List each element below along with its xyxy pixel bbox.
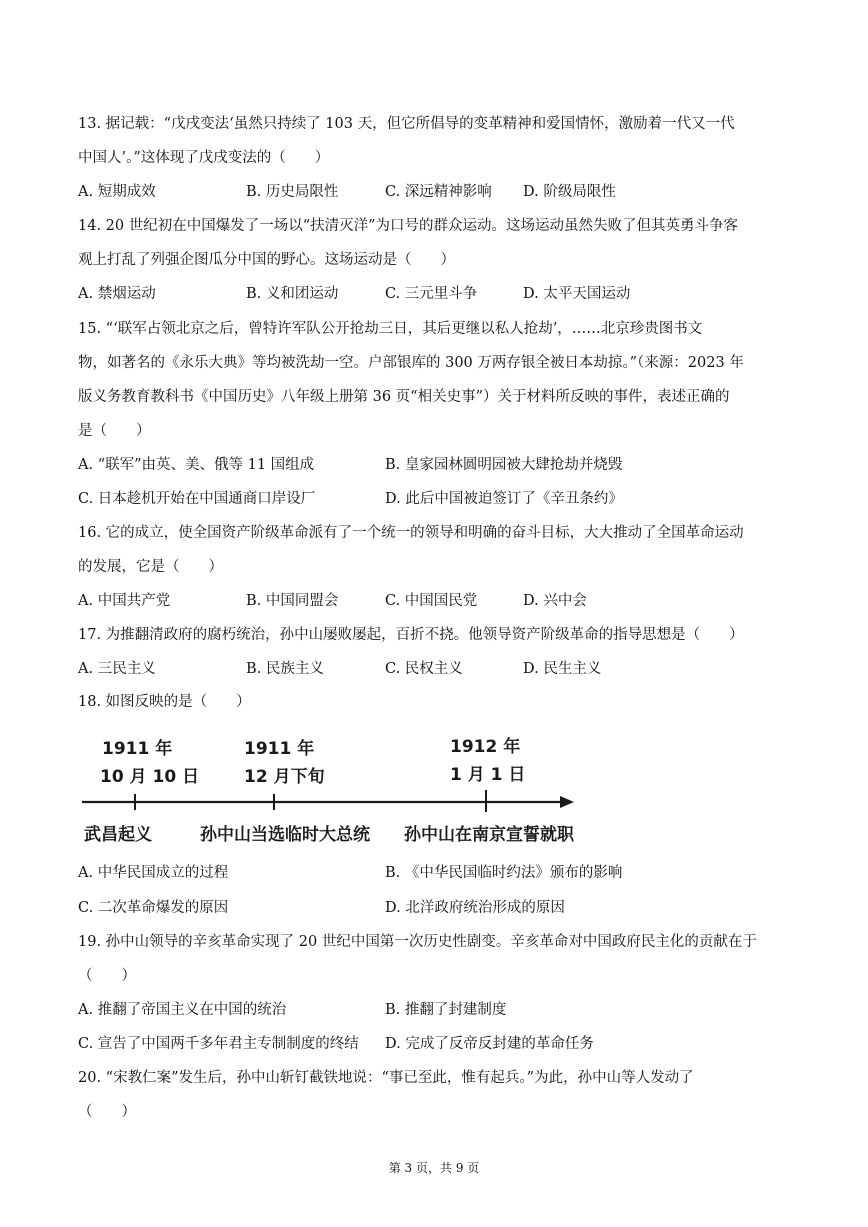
- q14-option-c: C. 三元里斗争: [385, 286, 478, 302]
- q16-option-d: D. 兴中会: [523, 593, 587, 609]
- page-number: 第 3 页，共 9 页: [388, 1161, 480, 1175]
- q17-stem-line1: 17. 为推翻清政府的腐朽统治，孙中山屡败屡起，百折不挠。他领导资产阶级革命的指导思想是（ ）: [78, 627, 744, 643]
- q15-stem-line1: 15. “‘联军占领北京之后，曾特许军队公开抢劫三日，其后更继以私人抢劫’，……北京珍贵图书文: [78, 321, 703, 337]
- q19-option-d: D. 完成了反帝反封建的革命任务: [385, 1036, 594, 1052]
- q14-stem-line2: 观上打乱了列强企图瓜分中国的野心。这场运动是（ ）: [78, 252, 455, 268]
- event-1-year: 1911 年: [102, 739, 173, 759]
- q16-option-c: C. 中国国民党: [385, 593, 478, 609]
- q17-option-a: A. 三民主义: [78, 661, 156, 677]
- q15-option-b: B. 皇家园林圆明园被大肆抢劫并烧毁: [385, 457, 623, 473]
- q13-stem-line2: 中国人’。”这体现了戊戌变法的（ ）: [78, 150, 330, 166]
- q18-stem-line1: 18. 如图反映的是（ ）: [78, 694, 251, 710]
- q14-stem-line1: 14. 20 世纪初在中国爆发了一场以“扶清灭洋”为口号的群众运动。这场运动虽然失败了但其英勇斗争客: [78, 218, 739, 234]
- q14-option-b: B. 义和团运动: [246, 286, 339, 302]
- event-2-date: 12 月下旬: [244, 767, 325, 787]
- q19-stem-line2: （ ）: [78, 968, 136, 984]
- q13-option-a: A. 短期成效: [78, 184, 156, 200]
- q19-option-a: A. 推翻了帝国主义在中国的统治: [78, 1002, 287, 1018]
- event-3-year: 1912 年: [450, 737, 521, 757]
- q15-option-a: A. “联军”由英、美、俄等 11 国组成: [78, 457, 315, 473]
- q18-option-a: A. 中华民国成立的过程: [78, 865, 229, 881]
- q13-option-c: C. 深远精神影响: [385, 184, 492, 200]
- q16-option-b: B. 中国同盟会: [246, 593, 339, 609]
- q13-option-b: B. 历史局限性: [246, 184, 339, 200]
- q18-option-d: D. 北洋政府统治形成的原因: [385, 900, 565, 916]
- event-1-label: 武昌起义: [84, 825, 152, 845]
- event-3-date: 1 月 1 日: [450, 765, 526, 785]
- q18-option-b: B. 《中华民国临时约法》颁布的影响: [385, 865, 623, 881]
- q17-option-b: B. 民族主义: [246, 661, 324, 677]
- event-3-label: 孙中山在南京宣誓就职: [404, 825, 574, 845]
- q18-option-c: C. 二次革命爆发的原因: [78, 900, 229, 916]
- event-2-year: 1911 年: [244, 739, 315, 759]
- q16-stem-line2: 的发展，它是（ ）: [78, 559, 223, 575]
- q17-option-c: C. 民权主义: [385, 661, 463, 677]
- q14-option-d: D. 太平天国运动: [523, 286, 631, 302]
- q19-option-b: B. 推翻了封建制度: [385, 1002, 507, 1018]
- q13-stem-line1: 13. 据记载：“戊戌变法‘虽然只持续了 103 天，但它所倡导的变革精神和爱国情怀，激励着一代又一代: [78, 116, 735, 132]
- q19-option-c: C. 宣告了中国两千多年君主专制制度的终结: [78, 1036, 359, 1052]
- q15-stem-line2: 物，如著名的《永乐大典》等均被洗劫一空。户部银库的 300 万两存银全被日本劫掠。”（来源：2023 年: [78, 355, 744, 371]
- q13-option-d: D. 阶级局限性: [523, 184, 616, 200]
- q19-stem-line1: 19. 孙中山领导的辛亥革命实现了 20 世纪中国第一次历史性剧变。辛亥革命对中国政府民主化的贡献在于: [78, 934, 757, 950]
- q15-option-d: D. 此后中国被迫签订了《辛丑条约》: [385, 491, 623, 507]
- q15-stem-line3: 版义务教育教科书《中国历史》八年级上册第 36 页“相关史事”）关于材料所反映的事件，表述正确的: [78, 389, 730, 405]
- q17-option-d: D. 民生主义: [523, 661, 602, 677]
- q16-stem-line1: 16. 它的成立，使全国资产阶级革命派有了一个统一的领导和明确的奋斗目标，大大推动了全国革命运动: [78, 525, 744, 541]
- q20-stem-line2: （ ）: [78, 1104, 136, 1120]
- q14-option-a: A. 禁烟运动: [78, 286, 156, 302]
- event-2-label: 孙中山当选临时大总统: [200, 825, 370, 845]
- q16-option-a: A. 中国共产党: [78, 593, 171, 609]
- event-1-date: 10 月 10 日: [100, 767, 200, 787]
- q15-option-c: C. 日本趁机开始在中国通商口岸设厂: [78, 491, 316, 507]
- q15-stem-line4: 是（ ）: [78, 423, 151, 439]
- q20-stem-line1: 20. “宋教仁案”发生后，孙中山斩钉截铁地说：“事已至此，惟有起兵。”为此，孙中山等人发动了: [78, 1070, 694, 1086]
- timeline-arrow-icon: [560, 796, 574, 808]
- timeline-figure: [78, 728, 598, 848]
